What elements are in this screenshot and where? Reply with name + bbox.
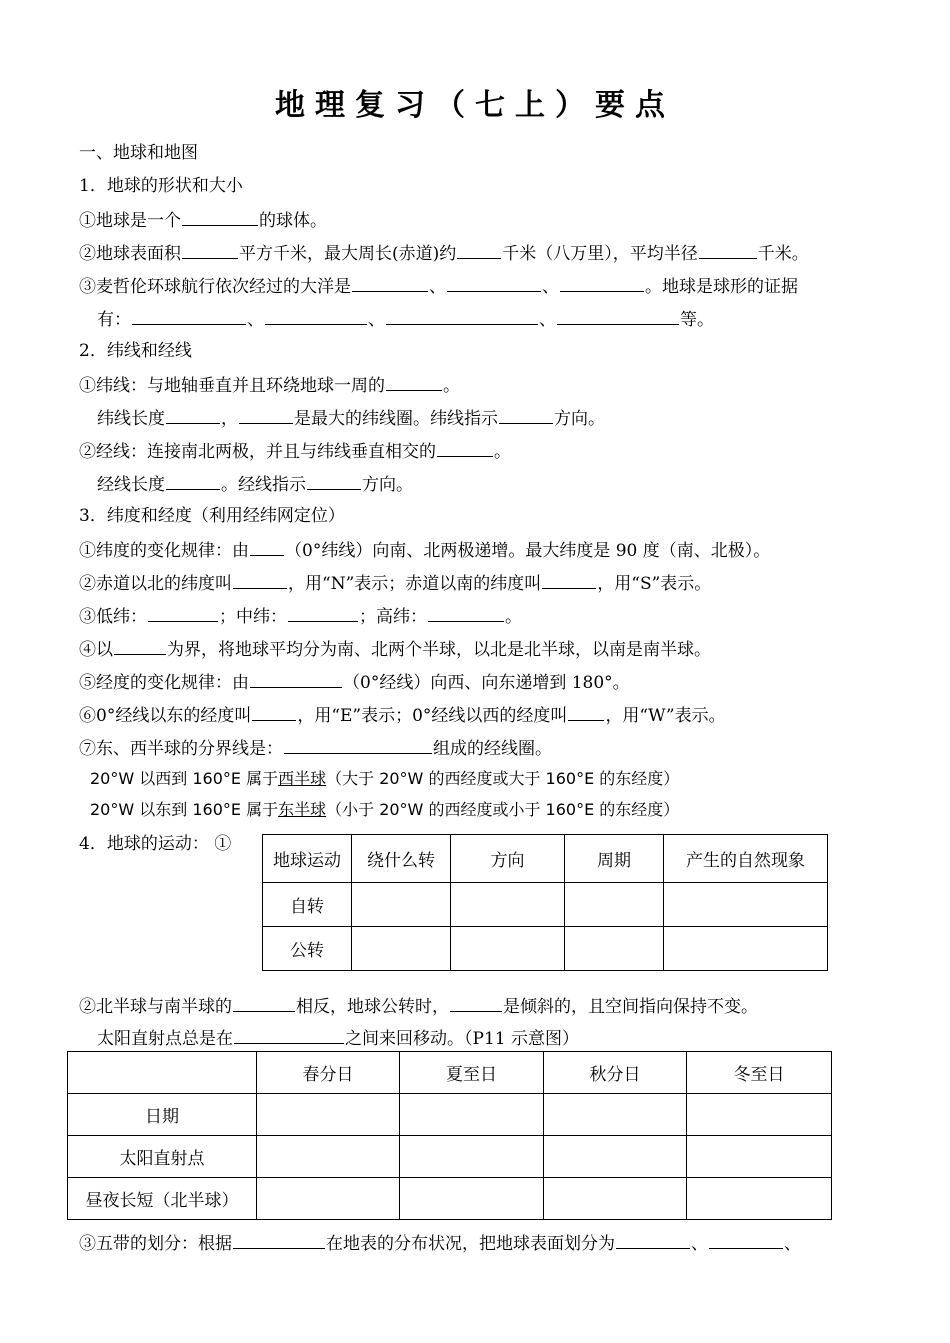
- answer-blank[interactable]: [699, 241, 757, 259]
- table-row-label: 公转: [263, 927, 352, 971]
- table-cell[interactable]: [352, 927, 451, 971]
- answer-blank[interactable]: [428, 604, 504, 622]
- answer-blank[interactable]: [499, 406, 553, 424]
- answer-blank[interactable]: [166, 406, 220, 424]
- table-cell[interactable]: [565, 927, 664, 971]
- question-line: 纬线长度 ， 是最大的纬线圈。纬线指示 方向。: [97, 406, 605, 430]
- answer-blank[interactable]: [234, 1026, 344, 1044]
- answer-blank[interactable]: [386, 307, 538, 325]
- table-header: 方向: [451, 835, 565, 883]
- answer-blank[interactable]: [166, 472, 220, 490]
- question-line: ⑦东、西半球的分界线是： 组成的经线圈。: [79, 736, 552, 760]
- answer-blank[interactable]: [616, 1231, 690, 1249]
- answer-blank[interactable]: [239, 406, 293, 424]
- table-header: 地球运动: [263, 835, 352, 883]
- answer-blank[interactable]: [132, 307, 246, 325]
- table-cell[interactable]: [400, 1136, 544, 1178]
- table-row-label: 自转: [263, 883, 352, 927]
- answer-blank[interactable]: [250, 670, 342, 688]
- table-header: 周期: [565, 835, 664, 883]
- table-cell[interactable]: [687, 1136, 832, 1178]
- question-line: ①纬度的变化规律：由 （0°纬线）向南、北两极递增。最大纬度是 90 度（南、北极）。: [79, 538, 770, 562]
- table-header: 绕什么转: [352, 835, 451, 883]
- table-cell[interactable]: [451, 883, 565, 927]
- table-header: 夏至日: [400, 1052, 544, 1094]
- table-cell[interactable]: [664, 883, 828, 927]
- answer-blank[interactable]: [457, 241, 501, 259]
- table-cell[interactable]: [664, 927, 828, 971]
- table-header: 春分日: [257, 1052, 400, 1094]
- answer-blank[interactable]: [307, 472, 361, 490]
- answer-blank[interactable]: [284, 736, 432, 754]
- table-cell[interactable]: [400, 1178, 544, 1220]
- table-cell[interactable]: [544, 1094, 687, 1136]
- answer-blank[interactable]: [557, 307, 679, 325]
- question-line: ③低纬： ；中纬： ；高纬： 。: [79, 604, 522, 628]
- table-cell[interactable]: [544, 1178, 687, 1220]
- table-row-label: 日期: [68, 1094, 257, 1136]
- subsection-heading: 4．地球的运动： ①: [79, 834, 232, 854]
- answer-blank[interactable]: [447, 274, 541, 292]
- table-cell[interactable]: [352, 883, 451, 927]
- question-line: 经线长度 。经线指示 方向。: [97, 472, 413, 496]
- question-line: ②赤道以北的纬度叫 ，用“N”表示；赤道以南的纬度叫 ，用“S”表示。: [79, 571, 711, 595]
- answer-blank[interactable]: [352, 274, 428, 292]
- solar-terms-table: [67, 1051, 832, 1220]
- table-cell[interactable]: [257, 1094, 400, 1136]
- answer-blank[interactable]: [450, 994, 502, 1012]
- answer-blank[interactable]: [709, 1231, 783, 1249]
- question-line: ②地球表面积 平方千米，最大周长(赤道)约 千米（八万里），平均半径 千米。: [79, 241, 809, 265]
- answer-blank[interactable]: [148, 604, 218, 622]
- table-header: 冬至日: [687, 1052, 832, 1094]
- note-line: 20°W 以东到 160°E 属于东半球（小于 20°W 的西经度或小于 160°E 的东经度）: [90, 800, 680, 819]
- question-line: ③五带的划分：根据 在地表的分布状况，把地球表面划分为 、 、: [79, 1231, 801, 1255]
- table-cell[interactable]: [400, 1094, 544, 1136]
- table-header: 产生的自然现象: [664, 835, 828, 883]
- answer-blank[interactable]: [560, 274, 644, 292]
- table-cell[interactable]: [544, 1136, 687, 1178]
- table-cell[interactable]: [687, 1178, 832, 1220]
- table-cell[interactable]: [451, 927, 565, 971]
- answer-blank[interactable]: [437, 439, 493, 457]
- table-cell[interactable]: [257, 1178, 400, 1220]
- earth-motion-table: [262, 834, 828, 971]
- question-line: ②北半球与南半球的 相反，地球公转时， 是倾斜的，且空间指向保持不变。: [79, 994, 758, 1018]
- table-cell[interactable]: [687, 1094, 832, 1136]
- answer-blank[interactable]: [542, 571, 596, 589]
- answer-blank[interactable]: [233, 994, 295, 1012]
- answer-blank[interactable]: [114, 637, 166, 655]
- answer-blank[interactable]: [568, 703, 604, 721]
- question-line: 有： 、 、 、 等。: [97, 307, 714, 331]
- answer-blank[interactable]: [252, 703, 296, 721]
- question-line: 太阳直射点总是在 之间来回移动。（P11 示意图）: [97, 1026, 579, 1050]
- table-header: [68, 1052, 257, 1094]
- answer-blank[interactable]: [288, 604, 358, 622]
- table-row-label: 太阳直射点: [68, 1136, 257, 1178]
- answer-blank[interactable]: [182, 208, 258, 226]
- question-line: ①地球是一个 的球体。: [79, 208, 327, 232]
- answer-blank[interactable]: [182, 241, 238, 259]
- question-line: ⑤经度的变化规律：由 （0°经线）向西、向东递增到 180°。: [79, 670, 630, 694]
- answer-blank[interactable]: [265, 307, 367, 325]
- question-line: ②经线：连接南北两极，并且与纬线垂直相交的 。: [79, 439, 511, 463]
- answer-blank[interactable]: [386, 373, 442, 391]
- answer-blank[interactable]: [233, 1231, 325, 1249]
- subsection-heading: 3．纬度和经度（利用经纬网定位）: [79, 506, 345, 526]
- table-header: 秋分日: [544, 1052, 687, 1094]
- question-line: ④以 为界，将地球平均分为南、北两个半球，以北是北半球，以南是南半球。: [79, 637, 711, 661]
- question-line: ③麦哲伦环球航行依次经过的大洋是 、 、 。地球是球形的证据: [79, 274, 798, 298]
- note-line: 20°W 以西到 160°E 属于西半球（大于 20°W 的西经度或大于 160°E 的东经度）: [90, 769, 680, 788]
- question-line: ⑥0°经线以东的经度叫 ，用“E”表示；0°经线以西的经度叫 ，用“W”表示。: [79, 703, 726, 727]
- answer-blank[interactable]: [233, 571, 287, 589]
- subsection-heading: 1．地球的形状和大小: [79, 176, 243, 196]
- subsection-heading: 2．纬线和经线: [79, 341, 192, 361]
- section-heading: 一、地球和地图: [79, 143, 198, 163]
- table-cell[interactable]: [565, 883, 664, 927]
- page-title: 地理复习（七上）要点: [275, 88, 675, 123]
- table-row-label: 昼夜长短（北半球）: [68, 1178, 257, 1220]
- answer-blank[interactable]: [250, 538, 284, 556]
- question-line: ①纬线：与地轴垂直并且环绕地球一周的 。: [79, 373, 460, 397]
- table-cell[interactable]: [257, 1136, 400, 1178]
